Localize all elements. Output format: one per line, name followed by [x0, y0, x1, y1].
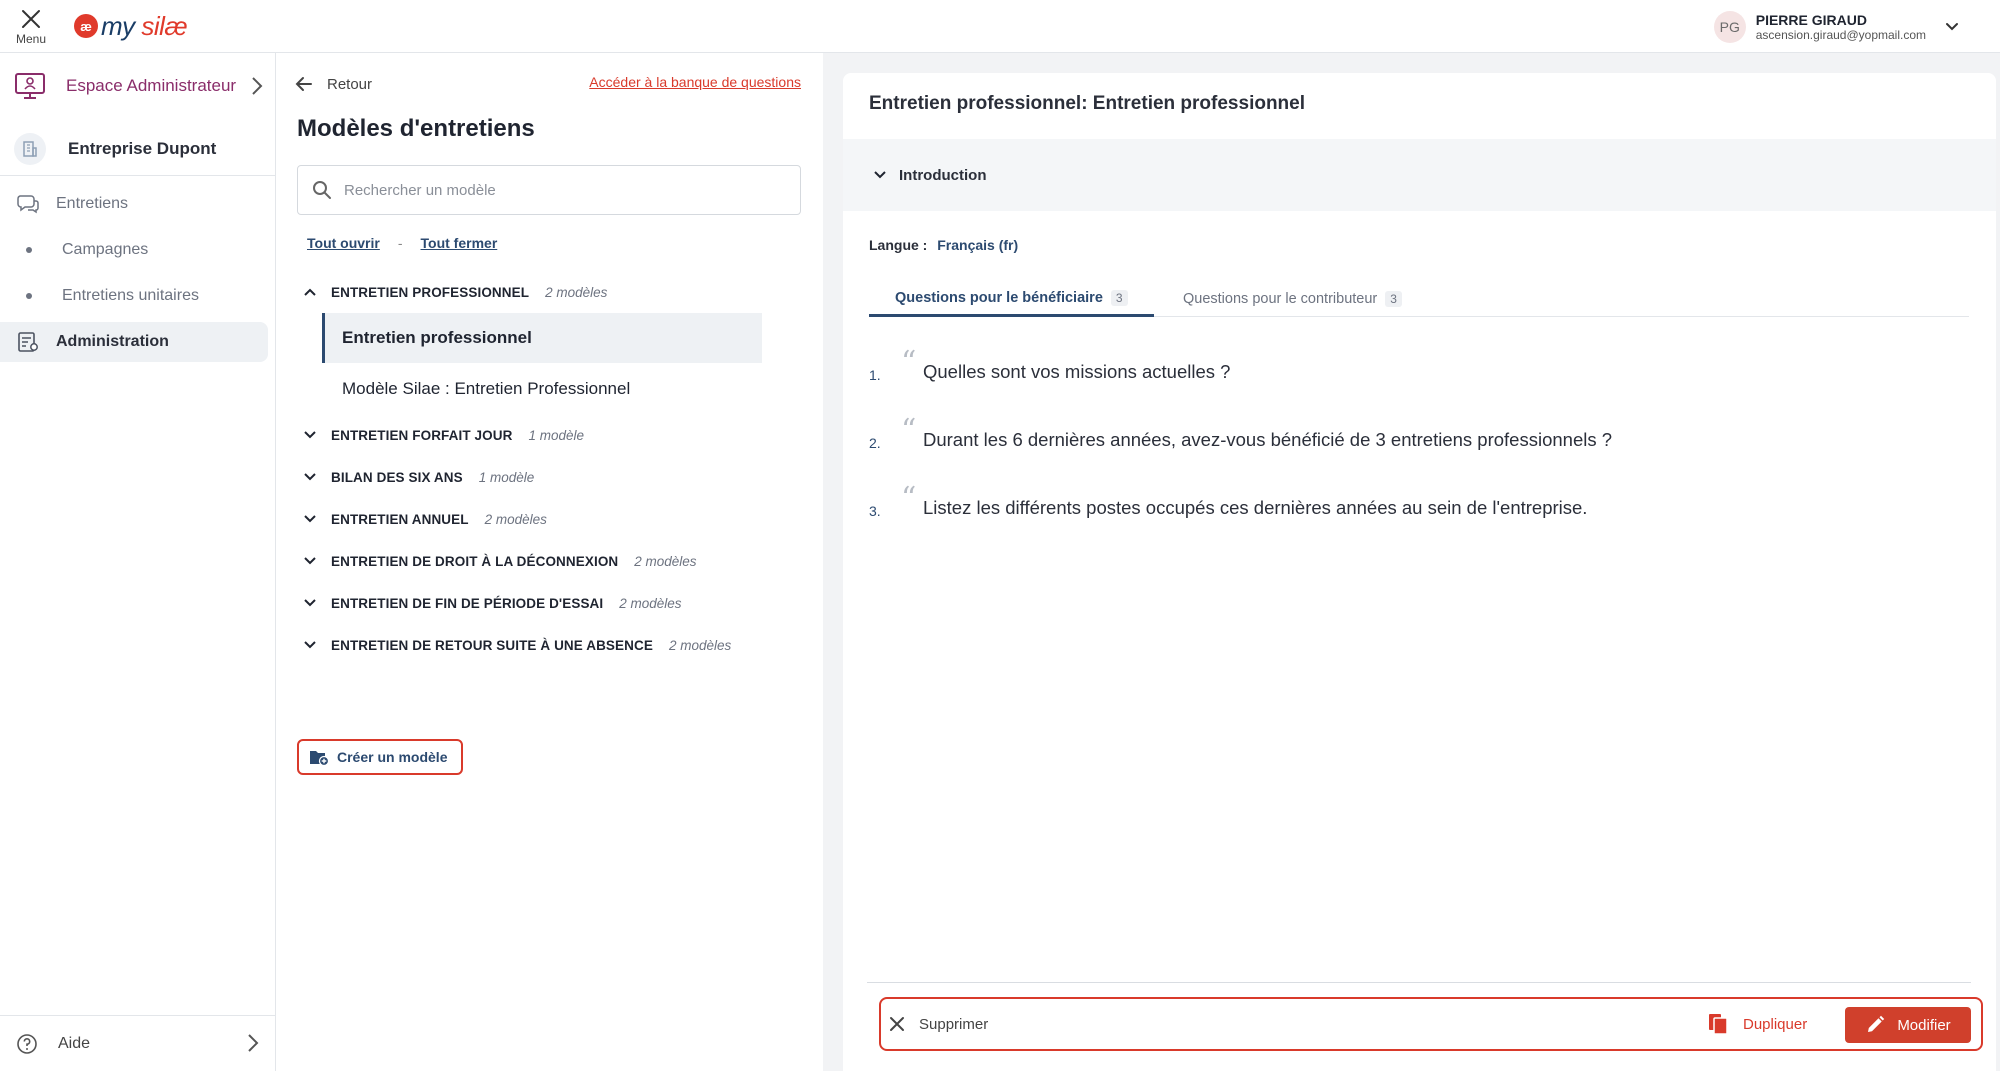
back-label: Retour	[327, 75, 373, 93]
sidebar-item-campagnes[interactable]	[0, 230, 268, 270]
tab-label: Questions pour le bénéficiaire	[895, 289, 1103, 306]
chevron-right-icon	[246, 1032, 260, 1054]
edit-label: Modifier	[1897, 1016, 1951, 1034]
category-name: ENTRETIEN DE RETOUR SUITE À UNE ABSENCE	[331, 637, 653, 653]
create-model-label: Créer un modèle	[337, 749, 448, 765]
chevron-down-icon	[303, 472, 317, 482]
category-count: 2 modèles	[634, 553, 697, 569]
sidebar	[0, 53, 276, 1071]
arrow-left-icon	[295, 76, 313, 92]
user-menu[interactable]	[1714, 9, 1960, 45]
tab-count-badge: 3	[1111, 290, 1128, 306]
mysilae-logo[interactable]	[74, 10, 187, 42]
help-label: Aide	[58, 1034, 91, 1052]
copy-icon	[1707, 1012, 1729, 1036]
category-count: 2 modèles	[545, 284, 608, 300]
tab-label: Questions pour le contributeur	[1183, 291, 1378, 307]
sidebar-item-label: Entretiens	[56, 195, 129, 212]
search-box	[297, 165, 801, 215]
tab-count-badge: 3	[1385, 291, 1402, 307]
divider	[867, 982, 1971, 983]
category-name: ENTRETIEN ANNUEL	[331, 511, 469, 527]
category-name: ENTRETIEN FORFAIT JOUR	[331, 427, 513, 443]
category-count: 1 modèle	[528, 427, 585, 443]
toggle-separator: -	[397, 235, 403, 251]
language-label: Langue :	[869, 237, 928, 253]
help-link[interactable]	[0, 1015, 276, 1071]
chevron-up-icon	[303, 287, 317, 297]
company-name: Entreprise Dupont	[68, 138, 217, 158]
sidebar-item-administration[interactable]	[0, 322, 268, 362]
introduction-label: Introduction	[899, 166, 987, 184]
edit-button[interactable]	[1845, 1007, 1971, 1043]
question-item	[869, 413, 1613, 457]
chevron-down-icon[interactable]	[1944, 19, 1960, 35]
top-bar	[0, 0, 2000, 53]
question-item	[869, 481, 1588, 525]
monitor-user-icon	[14, 71, 46, 101]
expand-toggles	[307, 235, 497, 251]
templates-panel	[277, 53, 823, 1071]
category-count: 2 modèles	[668, 637, 732, 653]
menu-label: Menu	[15, 32, 47, 46]
sidebar-item-entretiens-unitaires[interactable]	[0, 276, 268, 316]
question-bank-link[interactable]: Accéder à la banque de questions	[589, 74, 801, 90]
question-number: 3.	[869, 503, 881, 519]
category-fin-periode-essai[interactable]	[303, 590, 682, 616]
close-icon	[889, 1016, 905, 1032]
chevron-down-icon	[303, 556, 317, 566]
question-text: Quelles sont vos missions actuelles ?	[923, 361, 1231, 382]
category-count: 2 modèles	[619, 595, 682, 611]
search-input[interactable]	[344, 182, 784, 199]
chevron-down-icon	[303, 430, 317, 440]
model-item[interactable]: Modèle Silae : Entretien Professionnel	[342, 379, 631, 398]
bullet-icon	[26, 293, 32, 299]
language-info	[869, 237, 1018, 253]
category-droit-deconnexion[interactable]	[303, 548, 697, 574]
menu-button[interactable]	[12, 8, 50, 48]
delete-label: Supprimer	[919, 1015, 989, 1033]
category-name: BILAN DES SIX ANS	[331, 469, 463, 485]
logo-text: my silæ	[101, 10, 188, 41]
search-icon	[312, 180, 332, 200]
admin-space-link[interactable]	[0, 63, 276, 109]
question-number: 1.	[869, 367, 881, 383]
category-name: ENTRETIEN PROFESSIONNEL	[331, 284, 530, 300]
settings-list-icon	[16, 331, 40, 353]
sidebar-item-label: Campagnes	[62, 241, 149, 258]
company-selector[interactable]	[0, 122, 276, 176]
category-retour-absence[interactable]	[303, 632, 731, 658]
help-circle-icon	[16, 1033, 38, 1055]
tab-beneficiary-questions[interactable]	[869, 281, 1154, 317]
template-title: Entretien professionnel: Entretien professionnel	[869, 93, 1306, 114]
chat-icon	[16, 193, 40, 215]
question-text: Durant les 6 dernières années, avez-vous bénéficié de 3 entretiens professionnels ?	[923, 429, 1613, 450]
building-icon	[14, 133, 46, 165]
admin-space-label: Espace Administrateur	[66, 76, 237, 95]
model-item-selected[interactable]: Entretien professionnel	[322, 313, 762, 363]
back-button[interactable]	[295, 71, 372, 97]
chevron-down-icon	[303, 640, 317, 650]
chevron-down-icon	[873, 170, 887, 180]
sidebar-item-label: Entretiens unitaires	[62, 287, 199, 304]
logo-mark: æ	[74, 14, 98, 38]
duplicate-label: Dupliquer	[1743, 1015, 1808, 1033]
duplicate-button[interactable]	[1707, 1009, 1807, 1039]
chevron-down-icon	[303, 514, 317, 524]
user-name: PIERRE GIRAUD	[1755, 12, 1867, 28]
question-number: 2.	[869, 435, 881, 451]
chevron-right-icon	[250, 76, 264, 96]
tab-contributor-questions[interactable]	[1167, 281, 1418, 317]
delete-button[interactable]	[889, 1009, 988, 1039]
quote-icon: “	[901, 345, 917, 380]
category-entretien-professionnel[interactable]	[303, 279, 607, 305]
open-all-link[interactable]: Tout ouvrir	[307, 235, 380, 251]
sidebar-item-label: Administration	[56, 333, 169, 350]
category-entretien-annuel[interactable]	[303, 506, 547, 532]
avatar: PG	[1714, 11, 1746, 43]
sidebar-item-entretiens[interactable]	[0, 184, 268, 224]
page-title: Modèles d'entretiens	[297, 115, 535, 142]
category-name: ENTRETIEN DE FIN DE PÉRIODE D'ESSAI	[331, 595, 604, 611]
category-count: 1 modèle	[478, 469, 535, 485]
quote-icon: “	[901, 481, 917, 516]
chevron-down-icon	[303, 598, 317, 608]
language-value: Français (fr)	[937, 237, 1019, 253]
close-icon	[20, 8, 42, 30]
template-detail-card	[843, 73, 1996, 1071]
pencil-icon	[1865, 1015, 1885, 1035]
category-name: ENTRETIEN DE DROIT À LA DÉCONNEXION	[331, 553, 619, 569]
close-all-link[interactable]: Tout fermer	[420, 235, 498, 251]
create-model-button[interactable]	[297, 739, 463, 775]
question-tabs	[869, 281, 1969, 317]
question-text: Listez les différents postes occupés ces dernières années au sein de l'entreprise.	[923, 497, 1588, 518]
introduction-section-toggle[interactable]	[843, 139, 1996, 211]
quote-icon: “	[901, 413, 917, 448]
category-entretien-forfait-jour[interactable]	[303, 422, 584, 448]
bullet-icon	[26, 247, 32, 253]
category-count: 2 modèles	[484, 511, 547, 527]
category-bilan-des-six-ans[interactable]	[303, 464, 534, 490]
folder-add-icon	[309, 748, 329, 766]
question-item	[869, 345, 1231, 389]
user-email: ascension.giraud@yopmail.com	[1755, 28, 1926, 42]
action-bar	[879, 997, 1983, 1051]
